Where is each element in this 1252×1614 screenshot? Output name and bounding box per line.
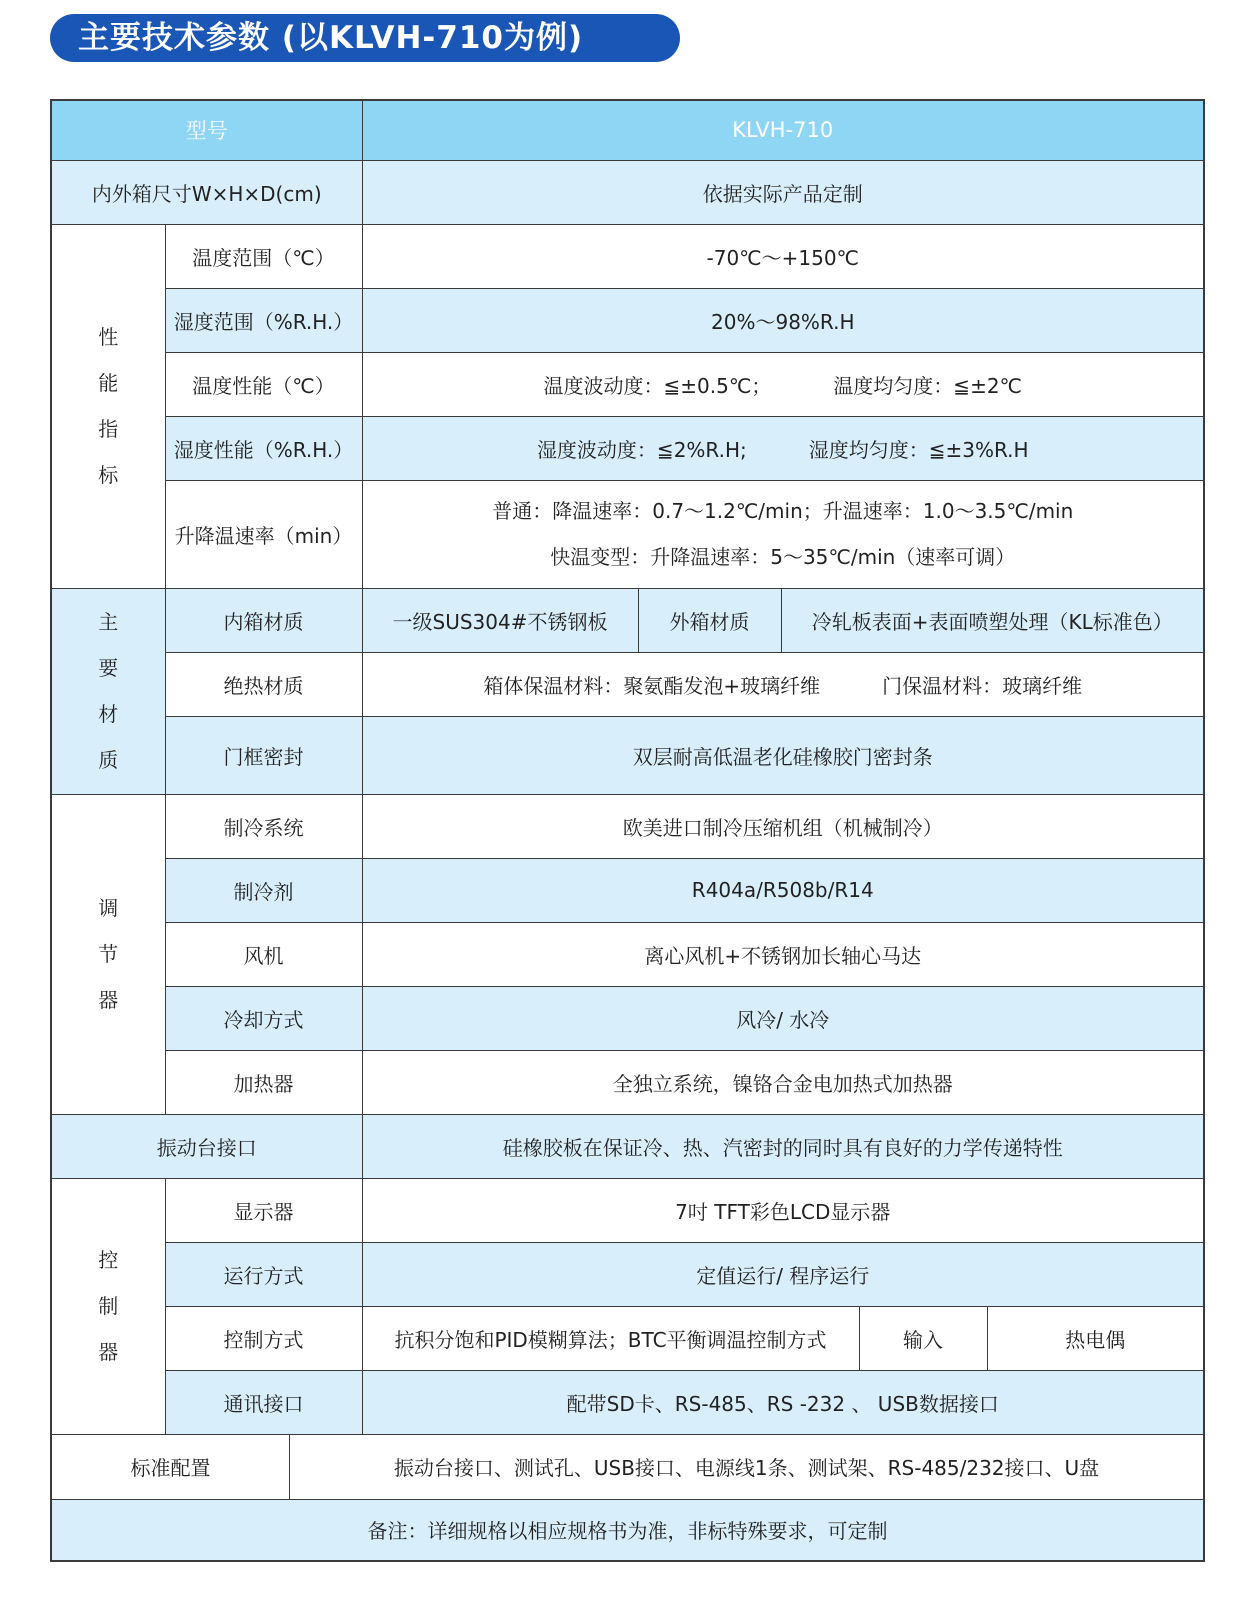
insulation-label: 绝热材质: [165, 652, 362, 716]
outer-material-value: 冷轧板表面+表面喷塑处理（KL标准色）: [781, 588, 1204, 652]
vibration-value: 硅橡胶板在保证冷、热、汽密封的同时具有良好的力学传递特性: [362, 1114, 1204, 1178]
run-mode-row: [51, 1242, 1204, 1306]
vibration-label: 振动台接口: [51, 1114, 362, 1178]
run-mode-label: 运行方式: [165, 1242, 362, 1306]
temp-perf-row: [51, 352, 1204, 416]
temp-perf-value: 温度波动度：≦±0.5℃； 温度均匀度：≦±2℃: [362, 352, 1204, 416]
standard-value: 振动台接口、测试孔、USB接口、电源线1条、测试架、RS-485/232接口、U盘: [393, 1456, 1100, 1480]
spec-table: [50, 99, 1205, 1562]
standard-label: 标准配置: [52, 1435, 290, 1499]
fan-value: 离心风机+不锈钢加长轴心马达: [362, 922, 1204, 986]
rate-row: [51, 480, 1204, 588]
display-value: 7吋 TFT彩色LCD显示器: [362, 1178, 1204, 1242]
size-row: [51, 160, 1204, 224]
seal-row: [51, 716, 1204, 794]
inner-material-label: 内箱材质: [165, 588, 362, 652]
humidity-perf-value: 湿度波动度：≦2%R.H; 湿度均匀度：≦±3%R.H: [362, 416, 1204, 480]
outer-material-label: 外箱材质: [638, 588, 781, 652]
inner-material-row: [51, 588, 1204, 652]
control-mode-row: [51, 1306, 1204, 1370]
rate-label: 升降温速率（min）: [165, 480, 362, 588]
humidity-perf-row: [51, 416, 1204, 480]
cooling-method-value: 风冷/ 水冷: [362, 986, 1204, 1050]
standard-cell: [51, 1434, 1204, 1499]
comm-value: 配带SD卡、RS-485、RS -232 、 USB数据接口: [362, 1370, 1204, 1434]
temp-range-label: 温度范围（℃）: [165, 224, 362, 288]
input-value: 热电偶: [987, 1306, 1204, 1370]
control-mode-label: 控制方式: [165, 1306, 362, 1370]
note: 备注：详细规格以相应规格书为准，非标特殊要求，可定制: [51, 1499, 1204, 1561]
cooling-system-row: [51, 794, 1204, 858]
display-row: [51, 1178, 1204, 1242]
temp-range-value: -70℃～+150℃: [362, 224, 1204, 288]
control-mode-value: 抗积分饱和PID模糊算法；BTC平衡调温控制方式: [362, 1306, 859, 1370]
insulation-row: [51, 652, 1204, 716]
vibration-row: [51, 1114, 1204, 1178]
fan-row: [51, 922, 1204, 986]
humidity-range-value: 20%～98%R.H: [362, 288, 1204, 352]
heater-label: 加热器: [165, 1050, 362, 1114]
standard-row: [51, 1434, 1204, 1499]
size-label: 内外箱尺寸W×H×D(cm): [51, 160, 362, 224]
insulation-value: 箱体保温材料：聚氨酯发泡+玻璃纤维 门保温材料：玻璃纤维: [362, 652, 1204, 716]
seal-label: 门框密封: [165, 716, 362, 794]
size-value: 依据实际产品定制: [362, 160, 1204, 224]
refrigerant-row: [51, 858, 1204, 922]
model-value: KLVH-710: [362, 100, 1204, 160]
inner-material-value: 一级SUS304#不锈钢板: [362, 588, 638, 652]
comm-row: [51, 1370, 1204, 1434]
header-row: [51, 100, 1204, 160]
fan-label: 风机: [165, 922, 362, 986]
temp-perf-label: 温度性能（℃）: [165, 352, 362, 416]
seal-value: 双层耐高低温老化硅橡胶门密封条: [362, 716, 1204, 794]
group-controller: 控 制 器: [51, 1178, 165, 1434]
humidity-perf-label: 湿度性能（%R.H.）: [165, 416, 362, 480]
cooling-method-row: [51, 986, 1204, 1050]
humidity-range-label: 湿度范围（%R.H.）: [165, 288, 362, 352]
group-performance: 性 能 指 标: [51, 224, 165, 588]
run-mode-value: 定值运行/ 程序运行: [362, 1242, 1204, 1306]
note-row: [51, 1499, 1204, 1561]
group-regulator: 调 节 器: [51, 794, 165, 1114]
page-title: 主要技术参数 (以KLVH-710为例): [50, 14, 680, 62]
cooling-method-label: 冷却方式: [165, 986, 362, 1050]
refrigerant-label: 制冷剂: [165, 858, 362, 922]
group-materials: 主 要 材 质: [51, 588, 165, 794]
rate-value: 普通：降温速率：0.7～1.2℃/min；升温速率：1.0～3.5℃/min 快温变型：升降温速率：5～35℃/min（速率可调）: [362, 480, 1204, 588]
input-label: 输入: [859, 1306, 987, 1370]
cooling-system-label: 制冷系统: [165, 794, 362, 858]
heater-row: [51, 1050, 1204, 1114]
refrigerant-value: R404a/R508b/R14: [362, 858, 1204, 922]
humidity-range-row: [51, 288, 1204, 352]
heater-value: 全独立系统，镍铬合金电加热式加热器: [362, 1050, 1204, 1114]
cooling-system-value: 欧美进口制冷压缩机组（机械制冷）: [362, 794, 1204, 858]
display-label: 显示器: [165, 1178, 362, 1242]
temp-range-row: [51, 224, 1204, 288]
comm-label: 通讯接口: [165, 1370, 362, 1434]
model-label: 型号: [51, 100, 362, 160]
